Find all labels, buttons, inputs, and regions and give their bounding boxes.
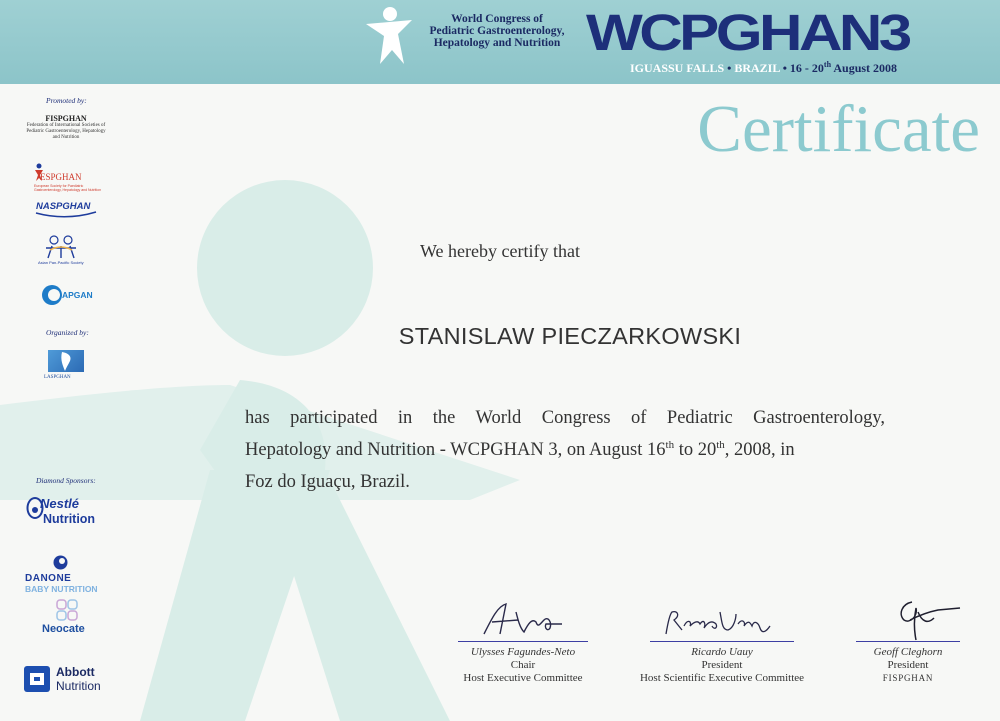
espghan-logo-text: ESPGHAN [40,172,82,182]
venue-date-start: 16 - 20 [789,61,824,75]
nestle-logo-text: Nestlé [40,496,80,511]
neocate-flower-icon [55,598,79,622]
fispghan-logo [26,114,106,141]
certificate-title: Certificate [697,92,980,166]
organized-by-label: Organized by: [46,328,89,337]
signature-uauy-scribble [662,604,774,640]
danone-child-icon [53,554,68,571]
recipient-name: STANISLAW PIECZARKOWSKI [398,323,742,349]
signatory-role: President [701,659,743,671]
congress-name-line3: Hepatology and Nutrition [433,37,561,49]
statement-sup: th [716,439,725,451]
venue-date-end: August 2008 [831,61,898,75]
venue-country: BRAZIL [734,61,780,75]
signatory-organization: Host Executive Committee [463,672,583,684]
signature-line [650,641,794,642]
venue-separator: • [779,61,790,75]
participation-statement [245,402,885,498]
naspghan-logo-text: NASPGHAN [36,201,91,212]
signatory-name: Ricardo Uauy [691,646,753,658]
signature-fagundes-neto-scribble [478,598,566,640]
signatory-role: President [887,659,929,671]
naspghan-swoosh-icon [34,211,98,219]
signatory-name: Geoff Cleghorn [873,646,943,658]
signature-line [458,641,588,642]
abbott-logo-text: Abbott [56,665,95,679]
statement-line2-c: , 2008, in [724,440,795,460]
apgan-globe-icon [40,284,64,306]
certify-intro: We hereby certify that [420,241,580,261]
signature-line [856,641,960,642]
signatory-role: Chair [510,659,536,671]
laspghan-map-icon [48,350,84,372]
signature-block-uauy [636,641,808,685]
congress-name [423,13,571,49]
header-band [0,0,1000,84]
signature-block-cleghorn [856,641,960,685]
statement-line2-a: Hepatology and Nutrition - WCPGHAN 3, on August 16 [245,440,666,460]
apgan-logo-text: APGAN [62,290,93,300]
asian-pacific-society-logo-icon [44,234,78,260]
venue-separator: • [724,61,735,75]
statement-line3: Foz do Iguaçu, Brazil. [245,472,410,492]
statement-line1: has participated in the World Congress of Pediatric Gastroenterology, [245,408,885,428]
espghan-description: European Society for Paediatric Gastroenterology, Hepatology and Nutrition [34,184,102,192]
fispghan-name: FISPGHAN [45,114,87,123]
nestle-nutrition-text: Nutrition [43,512,96,526]
asian-pacific-society-text: Asian Pan-Pacific Society [38,260,84,265]
venue-date [790,61,897,75]
statement-line2 [245,434,885,466]
congress-name-line2: Pediatric Gastroenterology, [429,25,565,37]
signatory-name: Ulysses Fagundes-Neto [470,646,576,658]
congress-name-line1: World Congress of [451,13,543,25]
danone-logo-text: DANONE [25,573,72,584]
diamond-sponsors-label: Diamond Sponsors: [36,476,96,485]
statement-line2-b: to 20 [674,440,717,460]
signatory-organization: FISPGHAN [882,673,934,683]
abbott-logo-icon [24,666,50,692]
statement-sup: th [665,439,675,451]
star-figure-logo-icon [360,2,418,68]
promoted-by-label: Promoted by: [46,96,87,105]
venue-city: IGUASSU FALLS [630,61,725,75]
fispghan-description: Federation of International Societies of Pediatric Gastroenterology, Hepatology and Nutrition [26,123,106,140]
neocate-logo-text: Neocate [42,623,85,635]
danone-baby-nutrition-text: BABY NUTRITION [25,584,98,594]
laspghan-logo-text: LASPGHAN [44,375,71,380]
signature-cleghorn-scribble [888,594,964,644]
congress-acronym: WCPGHAN3 [586,4,909,61]
signatory-organization: Host Scientific Executive Committee [639,672,805,684]
venue-line [630,58,897,75]
abbott-nutrition-text: Nutrition [56,679,101,693]
signature-block-chair [458,641,588,685]
venue-date-sup: th [823,60,832,69]
